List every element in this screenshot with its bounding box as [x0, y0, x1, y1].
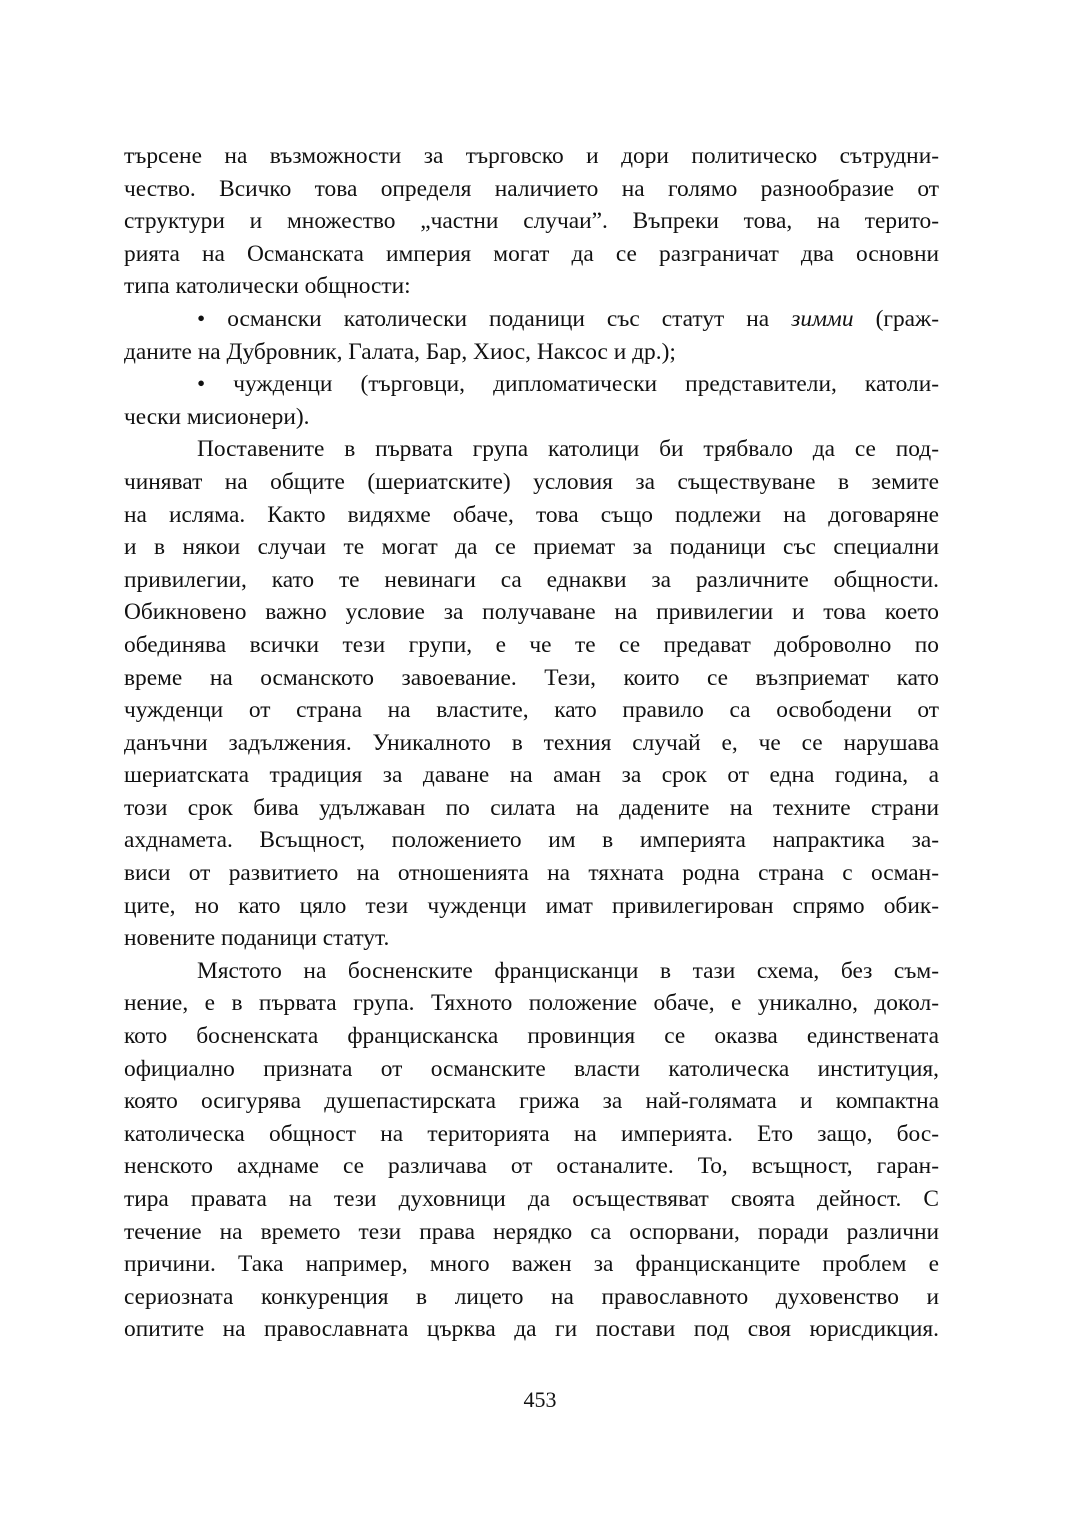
text-line: Поставените в първата група католици би трябвало да се под- [197, 436, 939, 463]
italic-term: зимми [791, 305, 854, 332]
text-line: ахднамета. Всъщност, положението им в империята напрактика за- [124, 827, 939, 854]
text-line: нение, е в първата група. Тяхното положение обаче, е уникално, докол- [124, 990, 939, 1017]
text-line: тира правата на тези духовници да осъществяват своята дейност. С [124, 1186, 939, 1212]
paragraph-3 [124, 955, 939, 1346]
text-line: ците, но като цяло тези чужденци имат привилегирован спрямо обик- [124, 892, 939, 919]
bullet-item-ottoman-subjects [124, 303, 939, 368]
bullet-icon: • [197, 305, 206, 332]
text-line: и в някои случаи те могат да се приемат за поданици със специални [124, 534, 939, 561]
text-line: структури и множество „частни случаи”. Въпреки това, на терито- [124, 208, 939, 235]
text-line: на исляма. Както видяхме обаче, това също подлежи на договаряне [124, 501, 939, 528]
text-line: сериозната конкуренция в лицето на православното духовенство и [124, 1283, 939, 1310]
text-line: този срок бива удължаван по силата на дадените на техните страни [124, 794, 939, 821]
text-line: чески мисионери). [124, 403, 310, 430]
text-line: Обикновено важно условие за получаване на привилегии и това което [124, 599, 939, 626]
text-line [124, 303, 939, 336]
text-line: виси от развитието на отношенията на тяхната родна страна с осман- [124, 860, 939, 887]
text-line: новените поданици статут. [124, 925, 390, 952]
text-line: обединява всички тези групи, е че те се предават доброволно по [124, 631, 939, 658]
page-number: 453 [523, 1387, 557, 1412]
text-line: търсене на възможности за търговско и дори политическо сътрудни- [124, 143, 939, 169]
text-line: чужденци от страна на властите, като правило са освободени от [124, 697, 939, 724]
text-line: привилегии, като те невинаги са еднакви за различните общности. [124, 566, 939, 593]
text-line: ненското ахднаме се различава от останалите. То, всъщност, гаран- [124, 1153, 939, 1180]
text-line: шериатската традиция за даване на аман за срок от една година, а [124, 762, 939, 789]
text-line: кото босненската францисканска провинция се оказва единствената [124, 1023, 939, 1050]
text-line: типа католически общности: [124, 273, 411, 300]
page-body [124, 140, 939, 1346]
text-line: рията на Османската империя могат да се разграничат два основни [124, 240, 939, 267]
text-line: която осигурява душепастирската грижа за най-голямата и компактна [124, 1088, 939, 1115]
text-line: чество. Всичко това определя наличието на голямо разнообразие от [124, 175, 939, 202]
bullet-text: османски католически поданици със статут на [205, 305, 792, 332]
paragraph-1 [124, 140, 939, 303]
text-line: време на османското завоевание. Тези, които се възприемат като [124, 664, 939, 691]
text-line [124, 368, 939, 401]
bullet-text: (граж- [853, 305, 939, 332]
text-line: официално призната от османските власти католическа институция, [124, 1055, 939, 1082]
bullet-icon: • [197, 371, 206, 398]
text-line: течение на времето тези права нерядко са оспорвани, поради различни [124, 1218, 939, 1245]
bullet-text: чужденци (търговци, дипломатически представители, католи- [205, 371, 939, 398]
text-line: даните на Дубровник, Галата, Бар, Хиос, Наксос и др.); [124, 338, 676, 365]
text-line: Мястото на босненските францисканци в тази схема, без съм- [197, 957, 939, 984]
text-line: данъчни задължения. Уникалното в техния случай е, че се нарушава [124, 729, 939, 756]
bullet-item-foreigners [124, 368, 939, 433]
text-line: причини. Така например, много важен за францисканците проблем е [124, 1251, 939, 1278]
text-line: католическа общност на територията на империята. Ето защо, бос- [124, 1120, 939, 1147]
text-line: опитите на православната църква да ги постави под своя юрисдикция. [124, 1316, 939, 1343]
text-line: чиняват на общите (шериатските) условия за съществуване в земите [124, 468, 939, 495]
paragraph-2 [124, 433, 939, 955]
